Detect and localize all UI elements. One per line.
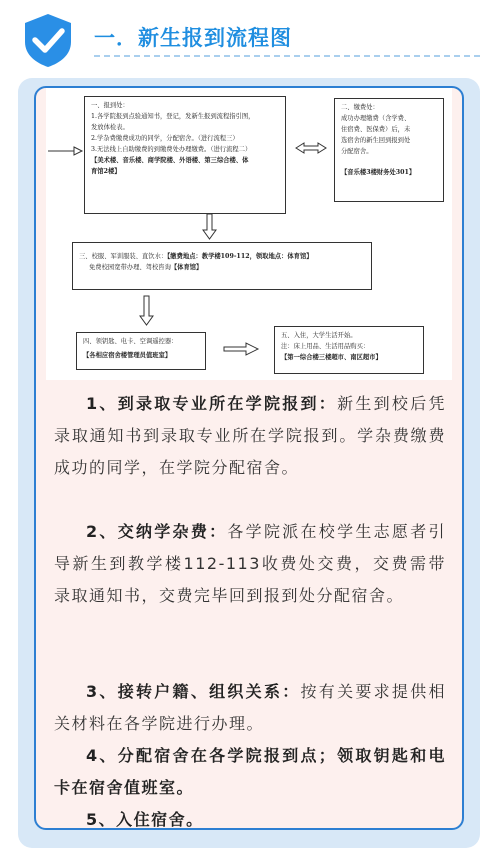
flow-text: 1.各学院报到点验通知书，登记，发新生报到流程指引图， <box>91 113 255 120</box>
section-header <box>0 0 499 78</box>
flow-location: 【第一综合楼三楼超市、南区超市】 <box>281 354 382 361</box>
flow-step-move-in <box>274 326 424 374</box>
step-5-paragraph <box>54 804 446 836</box>
step-3-paragraph <box>54 676 446 740</box>
flow-text: 注：床上用品、生活用品购买： <box>281 343 370 350</box>
flow-step-registration <box>84 96 286 214</box>
flow-location: 【体育馆】 <box>170 264 203 271</box>
step-5-heading: 5、入住宿舍。 <box>86 810 204 829</box>
section-title: 一．新生报到流程图 <box>94 26 292 50</box>
step-2-paragraph <box>54 516 446 612</box>
check-shield-icon <box>22 12 74 68</box>
step-1-paragraph <box>54 388 446 484</box>
step-2-body: 各学院派在校学生志愿者引导新生到教学楼112-113收费处交费，交费需带录取通知书，交费完毕回到报到处分配宿舍。 <box>54 522 446 605</box>
flow-text: 一、报到处： <box>91 102 129 109</box>
flow-text: 2.学杂费缴费成功的同学，分配宿舍。（进行流程三） <box>91 135 239 142</box>
flow-text: 住宿费、医保费）后，未 <box>341 126 411 133</box>
flowchart-image <box>46 88 452 380</box>
flow-text: 发放体检表。 <box>91 124 129 131</box>
step-1-heading: 1、到录取专业所在学院报到： <box>86 394 338 413</box>
flow-text: 3.无法线上自助缴费的到缴费处办理缴费。（进行流程二） <box>91 146 252 153</box>
flow-location: 【音乐楼3楼财务处301】 <box>341 169 416 176</box>
step-4-heading: 4、分配宿舍在各学院报到点；领取钥匙和电卡在宿舍值班室。 <box>54 746 446 797</box>
flow-location: 【各相应宿舍楼管理员值班室】 <box>83 352 172 359</box>
flow-text: 选宿舍的新生回到报到处 <box>341 137 411 144</box>
flow-location: 育馆2楼】 <box>91 168 121 175</box>
step-3-heading: 3、接转户籍、组织关系： <box>86 682 301 701</box>
flow-text: 分配宿舍。 <box>341 148 373 155</box>
flow-text: 三、校服、军训服装、直饮水： <box>79 253 168 260</box>
flow-text: 五、入住，大学生活开始。 <box>281 332 357 339</box>
step-3-body: 按有关要求提供相关材料在各学院进行办理。 <box>54 682 446 733</box>
flow-text: 二、缴费处： <box>341 104 379 111</box>
flow-location: 【缴费地点：教学楼109-112，领取地点：体育馆】 <box>167 253 313 260</box>
title-divider <box>94 55 480 57</box>
flow-step-uniforms <box>72 242 372 290</box>
step-2-heading: 2、交纳学杂费： <box>86 522 228 541</box>
flow-step-keys <box>76 332 206 370</box>
flow-location: 【美术楼、音乐楼、商学院楼、外语楼、第三综合楼、体 <box>91 157 249 164</box>
step-1-body: 新生到校后凭录取通知书到录取专业所在学院报到。学杂费缴费成功的同学，在学院分配宿舍。 <box>54 394 446 477</box>
flow-text: 四、领钥匙、电卡、空调遥控器： <box>83 338 178 345</box>
flow-text: 成功办理缴费（含学费、 <box>341 115 411 122</box>
flow-step-payment <box>334 98 444 202</box>
step-4-paragraph <box>54 740 446 804</box>
flow-text: 免费校园宽带办理、驾校咨询 <box>89 264 171 271</box>
